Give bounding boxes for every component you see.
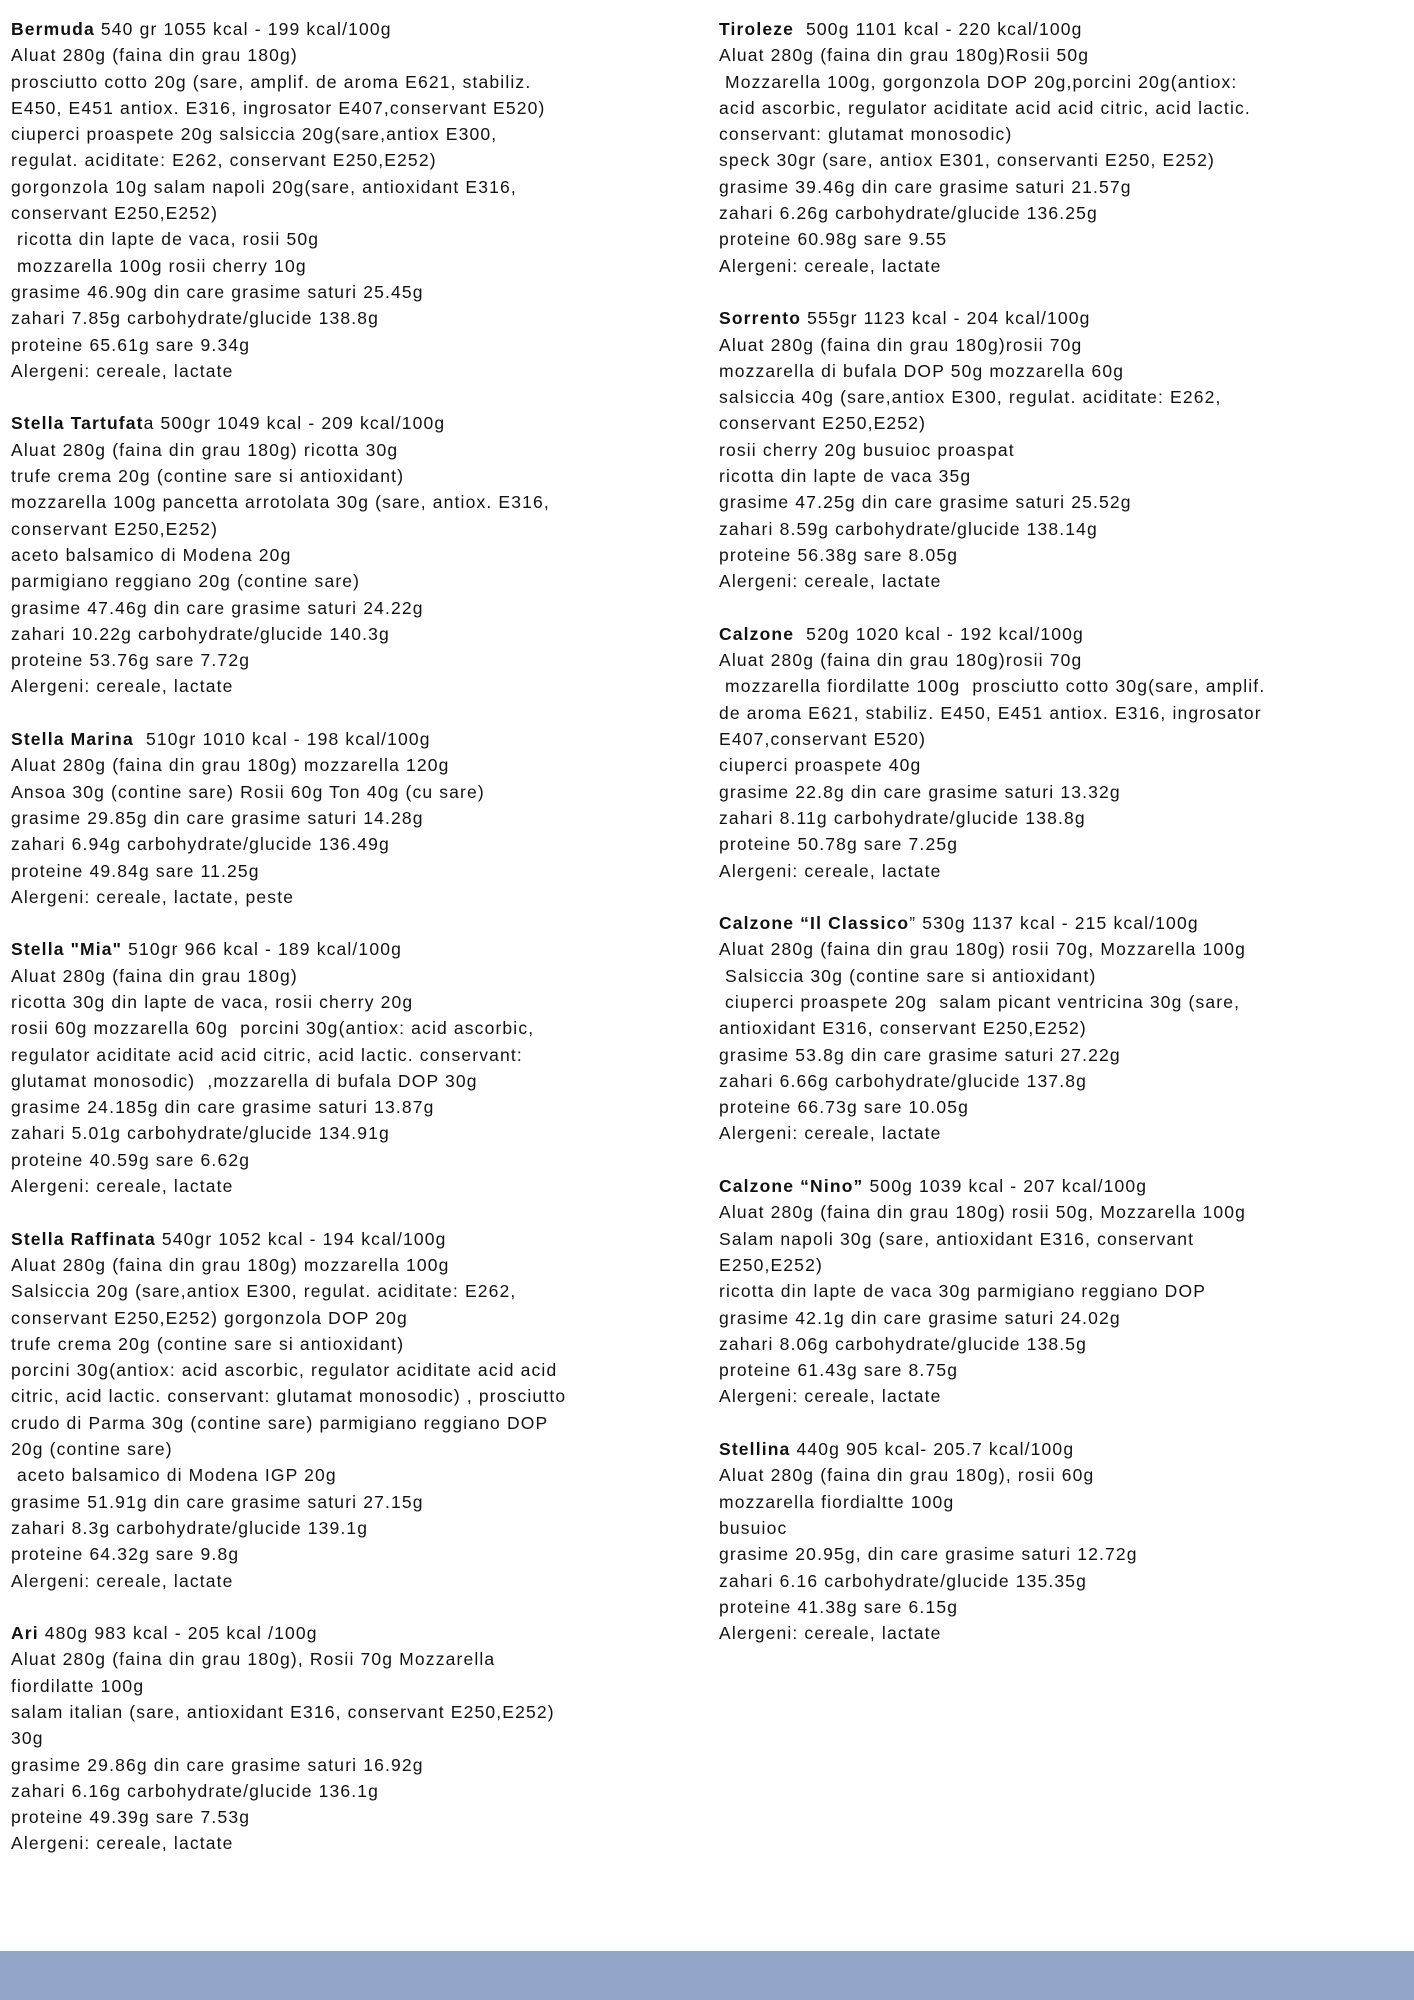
ingredient-line: proteine 41.38g sare 6.15g [719,1596,959,1617]
pizza-name: Bermuda [11,19,95,39]
ingredient-line: E407,conservant E520) [719,729,927,750]
ingredient-line: grasime 47.25g din care grasime saturi 25.52g [719,492,1132,513]
pizza-name: Stellina [719,1439,791,1460]
ingredient-line: zahari 8.11g carbohydrate/glucide 138.8g [719,807,1086,828]
ingredient-line: zahari 6.16 carbohydrate/glucide 135.35g [719,1570,1088,1591]
ingredient-line: conservant E250,E252) [11,518,219,539]
ingredient-line: aceto balsamico di Modena IGP 20g [11,1465,337,1486]
ingredient-line: Aluat 280g (faina din grau 180g), rosii 60g [719,1465,1095,1486]
ingredient-line: Aluat 280g (faina din grau 180g) rosii 70g, Mozzarella 100g [719,939,1247,960]
menu-column-right [719,16,1409,1646]
ingredient-line: regulator aciditate acid acid citric, acid lactic. conservant: [11,1044,523,1065]
pizza-item [719,910,1409,1147]
ingredient-line: proteine 49.84g sare 11.25g [11,860,260,881]
ingredient-line: proteine 56.38g sare 8.05g [719,544,959,565]
pizza-name: Stella Tartufat [11,413,144,434]
ingredient-line: proteine 61.43g sare 8.75g [719,1360,959,1381]
ingredient-line: Mozzarella 100g, gorgonzola DOP 20g,porcini 20g(antiox: [719,71,1238,92]
ingredient-line: Alergeni: cereale, lactate [719,1623,942,1644]
ingredient-line: fiordilatte 100g [11,1675,145,1696]
item-spacer [719,1147,1409,1173]
item-spacer [11,910,701,936]
ingredient-line: Aluat 280g (faina din grau 180g)Rosii 50g [719,45,1090,66]
pizza-title [719,1173,1409,1199]
ingredient-line: aceto balsamico di Modena 20g [11,544,292,565]
ingredient-line: proteine 40.59g sare 6.62g [11,1149,251,1170]
pizza-name: Ari [11,1623,39,1644]
ingredient-line: zahari 7.85g carbohydrate/glucide 138.8g [11,308,380,329]
pizza-name: Sorrento [719,308,802,329]
pizza-name: Calzone [719,623,801,644]
pizza-item [719,621,1409,884]
ingredient-line: 20g (contine sare) [11,1439,173,1460]
ingredient-line: zahari 8.59g carbohydrate/glucide 138.14g [719,518,1098,539]
ingredient-line: zahari 6.94g carbohydrate/glucide 136.49g [11,834,390,855]
ingredient-line: Aluat 280g (faina din grau 180g) rosii 50g, Mozzarella 100g [719,1202,1247,1223]
pizza-title [11,1620,701,1646]
item-spacer [11,1594,701,1620]
ingredient-line: grasime 51.91g din care grasime saturi 27.15g [11,1491,424,1512]
pizza-weight-kcal: 440g 905 kcal- 205.7 kcal/100g [790,1439,1075,1460]
ingredient-line: Alergeni: cereale, lactate [719,860,942,881]
pizza-weight-kcal: a 500gr 1049 kcal - 209 kcal/100g [143,413,446,434]
pizza-title [11,936,701,962]
ingredient-line: 30g [11,1728,44,1749]
ingredient-line: trufe crema 20g (contine sare si antioxidant) [11,1333,405,1354]
ingredient-line: E250,E252) [719,1254,823,1275]
pizza-weight-kcal: 500g 1101 kcal - 220 kcal/100g [800,19,1083,39]
item-spacer [719,1410,1409,1436]
ingredient-line: grasime 29.86g din care grasime saturi 16.92g [11,1754,424,1775]
ingredient-line: grasime 29.85g din care grasime saturi 14.28g [11,807,424,828]
ingredient-line: zahari 6.66g carbohydrate/glucide 137.8g [719,1070,1088,1091]
pizza-item [719,16,1409,279]
ingredient-line: Alergeni: cereale, lactate, peste [11,886,295,907]
ingredient-line: E450, E451 antiox. E316, ingrosator E407,conservant E520) [11,97,546,118]
ingredient-line: grasime 39.46g din care grasime saturi 21.57g [719,176,1132,197]
pizza-title [719,621,1409,647]
pizza-item [11,936,701,1199]
pizza-name: Stella Raffinata [11,1228,156,1249]
ingredient-line: Alergeni: cereale, lactate [11,360,234,381]
item-spacer [719,595,1409,621]
ingredient-line: mozzarella fiordialtte 100g [719,1491,955,1512]
ingredient-line: Salsiccia 20g (sare,antiox E300, regulat. aciditate: E262, [11,1281,517,1302]
item-spacer [11,700,701,726]
ingredient-line: Aluat 280g (faina din grau 180g) [11,45,298,66]
ingredient-line: grasime 24.185g din care grasime saturi 13.87g [11,1097,435,1118]
pizza-weight-kcal: 540 gr 1055 kcal - 199 kcal/100g [94,19,392,39]
ingredient-line: de aroma E621, stabiliz. E450, E451 antiox. E316, ingrosator [719,702,1262,723]
pizza-item [11,1620,701,1857]
item-spacer [719,884,1409,910]
ingredient-line: ricotta din lapte de vaca 35g [719,466,972,487]
pizza-title [719,305,1409,331]
ingredient-line: conservant E250,E252) [11,203,219,224]
pizza-weight-kcal: ” 530g 1137 kcal - 215 kcal/100g [909,913,1199,934]
pizza-name: Calzone “Il Classico [719,913,910,934]
ingredient-line: salsiccia 40g (sare,antiox E300, regulat. aciditate: E262, [719,387,1222,408]
ingredient-line: acid ascorbic, regulator aciditate acid acid citric, acid lactic. [719,97,1251,118]
ingredient-line: speck 30gr (sare, antiox E301, conservanti E250, E252) [719,150,1215,171]
ingredient-line: mozzarella fiordilatte 100g prosciutto cotto 30g(sare, amplif. [719,676,1266,697]
ingredient-line: Alergeni: cereale, lactate [719,255,942,276]
ingredient-line: conservant E250,E252) gorgonzola DOP 20g [11,1307,408,1328]
pizza-title [719,1436,1409,1462]
ingredient-line: ciuperci proaspete 20g salsiccia 20g(sare,antiox E300, [11,124,498,145]
pizza-weight-kcal: 520g 1020 kcal - 192 kcal/100g [800,623,1084,644]
ingredient-line: ciuperci proaspete 40g [719,755,922,776]
menu-column-left [11,16,701,1857]
item-spacer [11,384,701,410]
ingredient-line: citric, acid lactic. conservant: glutamat monosodic) , prosciutto [11,1386,567,1407]
pizza-weight-kcal: 510gr 966 kcal - 189 kcal/100g [122,939,402,960]
ingredient-line: proteine 60.98g sare 9.55 [719,229,948,250]
ingredient-line: grasime 53.8g din care grasime saturi 27.22g [719,1044,1121,1065]
ingredient-line: rosii 60g mozzarella 60g porcini 30g(antiox: acid ascorbic, [11,1018,535,1039]
ingredient-line: proteine 53.76g sare 7.72g [11,650,251,671]
ingredient-line: prosciutto cotto 20g (sare, amplif. de aroma E621, stabiliz. [11,71,532,92]
pizza-item [11,410,701,699]
ingredient-line: ciuperci proaspete 20g salam picant ventricina 30g (sare, [719,991,1241,1012]
ingredient-line: ricotta din lapte de vaca 30g parmigiano reggiano DOP [719,1281,1207,1302]
pizza-item [719,1436,1409,1646]
pizza-item [719,305,1409,594]
ingredient-line: mozzarella di bufala DOP 50g mozzarella 60g [719,360,1125,381]
ingredient-line: Aluat 280g (faina din grau 180g)rosii 70g [719,334,1083,355]
ingredient-line: rosii cherry 20g busuioc proaspat [719,439,1015,460]
ingredient-line: regulat. aciditate: E262, conservant E250,E252) [11,150,437,171]
pizza-weight-kcal: 500g 1039 kcal - 207 kcal/100g [863,1176,1148,1197]
ingredient-line: salam italian (sare, antioxidant E316, conservant E250,E252) [11,1702,555,1722]
ingredient-line: grasime 42.1g din care grasime saturi 24.02g [719,1307,1121,1328]
ingredient-line: proteine 49.39g sare 7.53g [11,1807,251,1828]
pizza-title [719,910,1409,936]
pizza-weight-kcal: 555gr 1123 kcal - 204 kcal/100g [801,308,1091,329]
ingredient-line: zahari 5.01g carbohydrate/glucide 134.91g [11,1123,390,1144]
ingredient-line: Alergeni: cereale, lactate [11,1833,234,1854]
item-spacer [719,279,1409,305]
ingredient-line: parmigiano reggiano 20g (contine sare) [11,571,361,592]
ingredient-line: Alergeni: cereale, lactate [719,1386,942,1407]
ingredient-line: proteine 66.73g sare 10.05g [719,1097,969,1118]
ingredient-line: zahari 6.26g carbohydrate/glucide 136.25g [719,203,1098,224]
pizza-title [11,410,701,436]
ingredient-line: zahari 6.16g carbohydrate/glucide 136.1g [11,1780,380,1801]
pizza-item [11,726,701,910]
pizza-item [11,16,701,384]
pizza-weight-kcal: 510gr 1010 kcal - 198 kcal/100g [133,729,431,750]
ingredient-line: Aluat 280g (faina din grau 180g) [11,965,298,986]
pizza-name: Calzone “Nino” [719,1176,864,1197]
ingredient-line: Salsiccia 30g (contine sare si antioxidant) [719,965,1097,986]
ingredient-line: grasime 46.90g din care grasime saturi 25.45g [11,281,424,302]
pizza-weight-kcal: 540gr 1052 kcal - 194 kcal/100g [155,1228,447,1249]
ingredient-line: proteine 64.32g sare 9.8g [11,1544,240,1565]
ingredient-line: grasime 22.8g din care grasime saturi 13.32g [719,781,1121,802]
ingredient-line: ricotta 30g din lapte de vaca, rosii cherry 20g [11,991,414,1012]
ingredient-line: proteine 65.61g sare 9.34g [11,334,251,355]
ingredient-line: Aluat 280g (faina din grau 180g) ricotta 30g [11,439,399,460]
ingredient-line: mozzarella 100g pancetta arrotolata 30g (sare, antiox. E316, [11,492,550,513]
ingredient-line: conservant: glutamat monosodic) [719,124,1013,145]
ingredient-line: Salam napoli 30g (sare, antioxidant E316, conservant [719,1228,1195,1249]
ingredient-line: Alergeni: cereale, lactate [11,1570,234,1591]
pizza-title [719,16,1409,42]
ingredient-line: Alergeni: cereale, lactate [719,1123,942,1144]
pizza-name: Tiroleze [719,19,801,39]
pizza-title [11,16,701,42]
ingredient-line: mozzarella 100g rosii cherry 10g [11,255,307,276]
ingredient-line: Aluat 280g (faina din grau 180g)rosii 70g [719,650,1083,671]
ingredient-line: Alergeni: cereale, lactate [719,571,942,592]
ingredient-line: Aluat 280g (faina din grau 180g) mozzarella 100g [11,1254,450,1275]
ingredient-line: gorgonzola 10g salam napoli 20g(sare, antioxidant E316, [11,176,517,197]
ingredient-line: zahari 10.22g carbohydrate/glucide 140.3g [11,623,390,644]
ingredient-line: crudo di Parma 30g (contine sare) parmigiano reggiano DOP [11,1412,549,1433]
ingredient-line: busuioc [719,1517,788,1538]
ingredient-line: zahari 8.3g carbohydrate/glucide 139.1g [11,1517,369,1538]
pizza-item [11,1226,701,1594]
pizza-weight-kcal: 480g 983 kcal - 205 kcal /100g [38,1623,318,1644]
ingredient-line: Aluat 280g (faina din grau 180g), Rosii 70g Mozzarella [11,1649,496,1670]
ingredient-line: proteine 50.78g sare 7.25g [719,834,959,855]
ingredient-line: grasime 47.46g din care grasime saturi 24.22g [11,597,424,618]
pizza-name: Stella Marina [11,729,134,750]
ingredient-line: porcini 30g(antiox: acid ascorbic, regulator aciditate acid acid [11,1360,558,1381]
pizza-title [11,726,701,752]
ingredient-line: Ansoa 30g (contine sare) Rosii 60g Ton 40g (cu sare) [11,781,485,802]
pizza-title [11,1226,701,1252]
ingredient-line: conservant E250,E252) [719,413,927,434]
pizza-name: Stella "Mia" [11,939,123,960]
footer-band [0,1951,1414,2000]
ingredient-line: Aluat 280g (faina din grau 180g) mozzarella 120g [11,755,450,776]
item-spacer [11,1199,701,1225]
ingredient-line: glutamat monosodic) ,mozzarella di bufala DOP 30g [11,1070,478,1091]
ingredient-line: ricotta din lapte de vaca, rosii 50g [11,229,320,250]
pizza-item [719,1173,1409,1410]
ingredient-line: zahari 8.06g carbohydrate/glucide 138.5g [719,1333,1088,1354]
ingredient-line: Alergeni: cereale, lactate [11,676,234,697]
ingredient-line: trufe crema 20g (contine sare si antioxidant) [11,466,405,487]
ingredient-line: grasime 20.95g, din care grasime saturi 12.72g [719,1544,1138,1565]
ingredient-line: antioxidant E316, conservant E250,E252) [719,1018,1087,1039]
ingredient-line: Alergeni: cereale, lactate [11,1176,234,1197]
